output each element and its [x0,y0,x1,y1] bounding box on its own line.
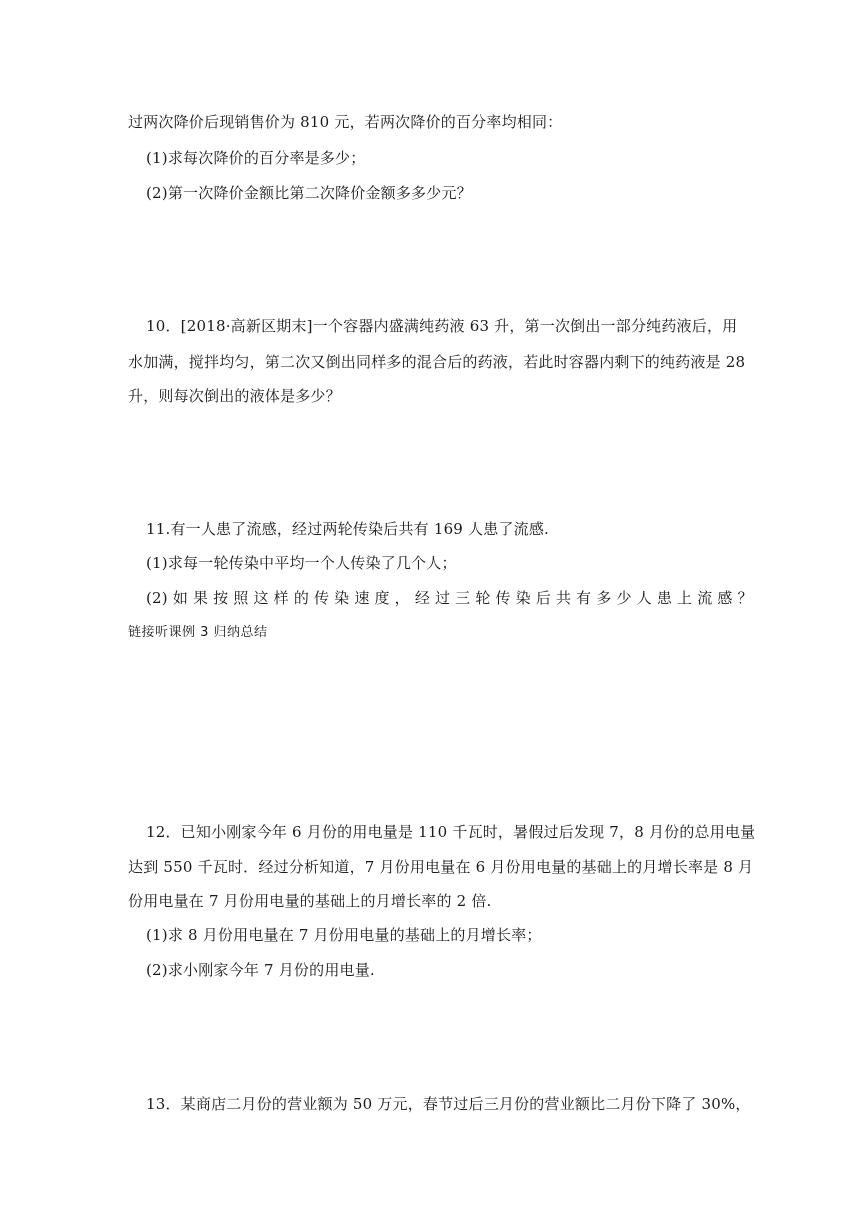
problem9-line1: 过两次降价后现销售价为 810 元，若两次降价的百分率均相同： [128,113,563,131]
problem11-question2: (2) 如 果 按 照 这 样 的 传 染 速 度 ， 经 过 三 轮 传 染 后 共 有 多 少 人 患 上 流 感 ？ [146,589,753,607]
problem12-line1: 12．已知小刚家今年 6 月份的用电量是 110 千瓦时，暑假过后发现 7，8 月份的总用电量 [146,823,756,841]
problem12-question2: (2)求小刚家今年 7 月份的用电量. [146,961,375,979]
problem10-line2: 水加满，搅拌均匀，第二次又倒出同样多的混合后的药液，若此时容器内剩下的纯药液是 28 [128,353,746,371]
problem9-question1: (1)求每次降价的百分率是多少； [146,149,366,167]
problem11-line1: 11.有一人患了流感，经过两轮传染后共有 169 人患了流感. [146,520,549,538]
problem9-question2: (2)第一次降价金额比第二次降价金额多多少元？ [146,184,472,202]
problem12-line3: 份用电量在 7 月份用电量的基础上的月增长率的 2 倍. [128,892,492,910]
problem11-question1: (1)求每一轮传染中平均一个人传染了几个人； [146,554,457,572]
problem11-link-note: 链接听课例 3 归纳总结 [128,625,268,640]
problem10-line1: 10．[2018·高新区期末]一个容器内盛满纯药液 63 升，第一次倒出一部分纯药液后，用 [146,317,738,335]
problem12-line2: 达到 550 千瓦时．经过分析知道，7 月份用电量在 6 月份用电量的基础上的月增长率是 8 月 [128,858,754,876]
problem13-line1: 13．某商店二月份的营业额为 50 万元，春节过后三月份的营业额比二月份下降了 30%， [146,1095,751,1113]
problem10-line3: 升，则每次倒出的液体是多少？ [128,387,341,405]
problem12-question1: (1)求 8 月份用电量在 7 月份用电量的基础上的月增长率； [146,926,542,944]
